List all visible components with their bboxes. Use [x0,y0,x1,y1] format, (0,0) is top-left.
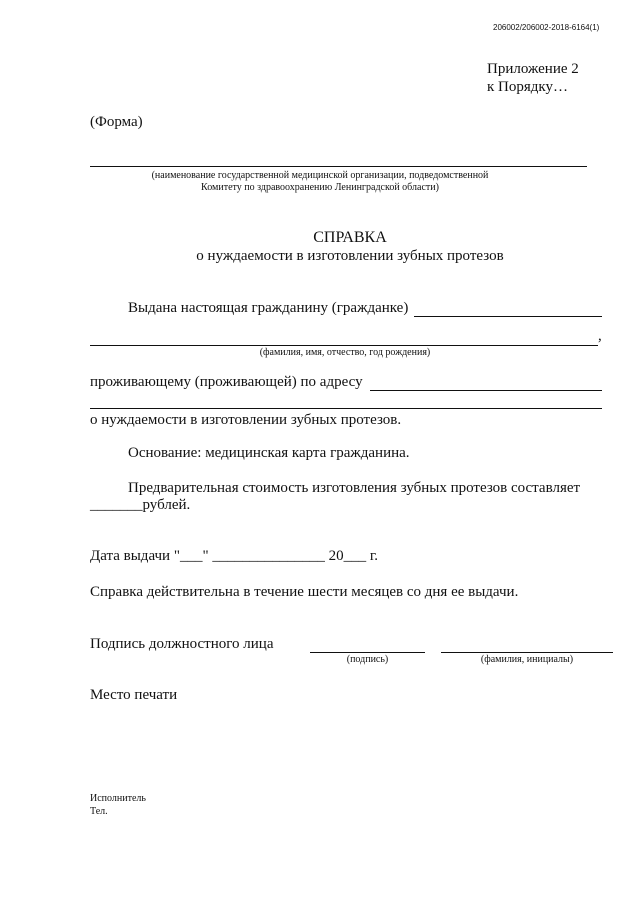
comma: , [598,328,602,344]
cost-statement: Предварительная стоимость изготовления зубных протезов составляет [128,480,581,496]
signature-caption: (подпись) [346,654,389,665]
document-subtitle: о нуждаемости в изготовлении зубных протезов [196,248,504,264]
organization-name-line[interactable] [90,166,587,167]
organization-caption-line1: (наименование государственной медицинской организации, подведомственной [151,170,489,181]
appendix-number: Приложение 2 [487,61,579,77]
citizen-name-field-2[interactable] [90,345,598,346]
signature-label: Подпись должностного лица [90,636,274,652]
citizen-name-caption: (фамилия, имя, отчество, год рождения) [259,347,431,358]
issued-to-label: Выдана настоящая гражданину (гражданке) [128,300,409,316]
stamp-place: Место печати [90,687,178,703]
document-id: 206002/206002-2018-6164(1) [493,23,600,32]
appendix-reference: к Порядку… [487,79,568,95]
address-field-2[interactable] [90,408,602,409]
name-initials-field[interactable] [441,652,613,653]
need-statement: о нуждаемости в изготовлении зубных протезов. [90,412,402,428]
cost-amount-field[interactable]: _______рублей. [90,497,191,513]
signature-field[interactable] [310,652,425,653]
form-label: (Форма) [90,114,143,130]
address-label: проживающему (проживающей) по адресу [90,374,363,390]
name-initials-caption: (фамилия, инициалы) [480,654,574,665]
basis-statement: Основание: медицинская карта гражданина. [128,445,410,461]
citizen-name-field-1[interactable] [414,316,602,317]
executor-label: Исполнитель [90,793,146,804]
issue-date-field[interactable]: Дата выдачи "___" _______________ 20___ г. [90,548,379,564]
document-title: СПРАВКА [313,229,387,246]
validity-statement: Справка действительна в течение шести месяцев со дня ее выдачи. [90,584,519,600]
organization-caption-line2: Комитету по здравоохранению Ленинградской области) [201,182,439,193]
address-field-1[interactable] [370,390,602,391]
phone-label: Тел. [90,806,108,817]
